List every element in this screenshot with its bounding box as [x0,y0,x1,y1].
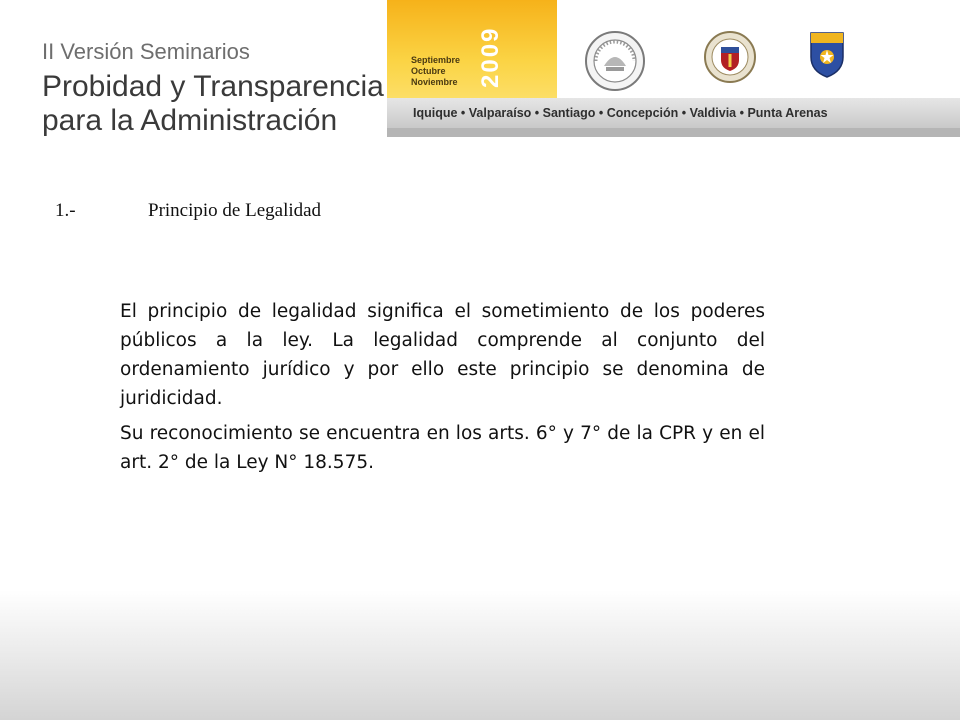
banner-month: Noviembre [411,77,458,87]
body-text [120,297,765,483]
seminar-title-line-2: para la Administración [42,104,338,137]
series-subtitle: II Versión Seminarios [42,39,250,64]
banner-bottom-strip [387,128,960,137]
banner-month: Septiembre [411,55,461,65]
seminar-title-line-1: Probidad y Transparencia [42,70,384,103]
banner-logo-area [557,0,960,98]
body-paragraph: El principio de legalidad significa el sometimiento de los poderes públicos a la ley. La legalidad comprende al conjunto del ordenamiento jurídico y por ello este principio se denomina de juridicidad. [120,301,765,409]
body-paragraph: Su reconocimiento se encuentra en los arts. 6° y 7° de la CPR y en el art. 2° de la Ley N° 18.575. [120,423,765,473]
contraloria-seal-icon [584,30,646,92]
banner-month: Octubre [411,66,446,76]
banner-months [411,55,460,88]
banner-cities: Iquique • Valparaíso • Santiago • Concepción • Valdivia • Punta Arenas [413,106,828,120]
bottom-gradient [0,590,960,720]
university-shield-icon [809,31,845,79]
section-number: 1.- [55,200,76,221]
seminar-banner [387,0,960,137]
seminar-header [42,40,384,138]
section-heading [55,200,321,222]
banner-year: 2009 [477,26,504,88]
section-title: Principio de Legalidad [148,200,322,221]
university-seal-icon [704,30,756,84]
